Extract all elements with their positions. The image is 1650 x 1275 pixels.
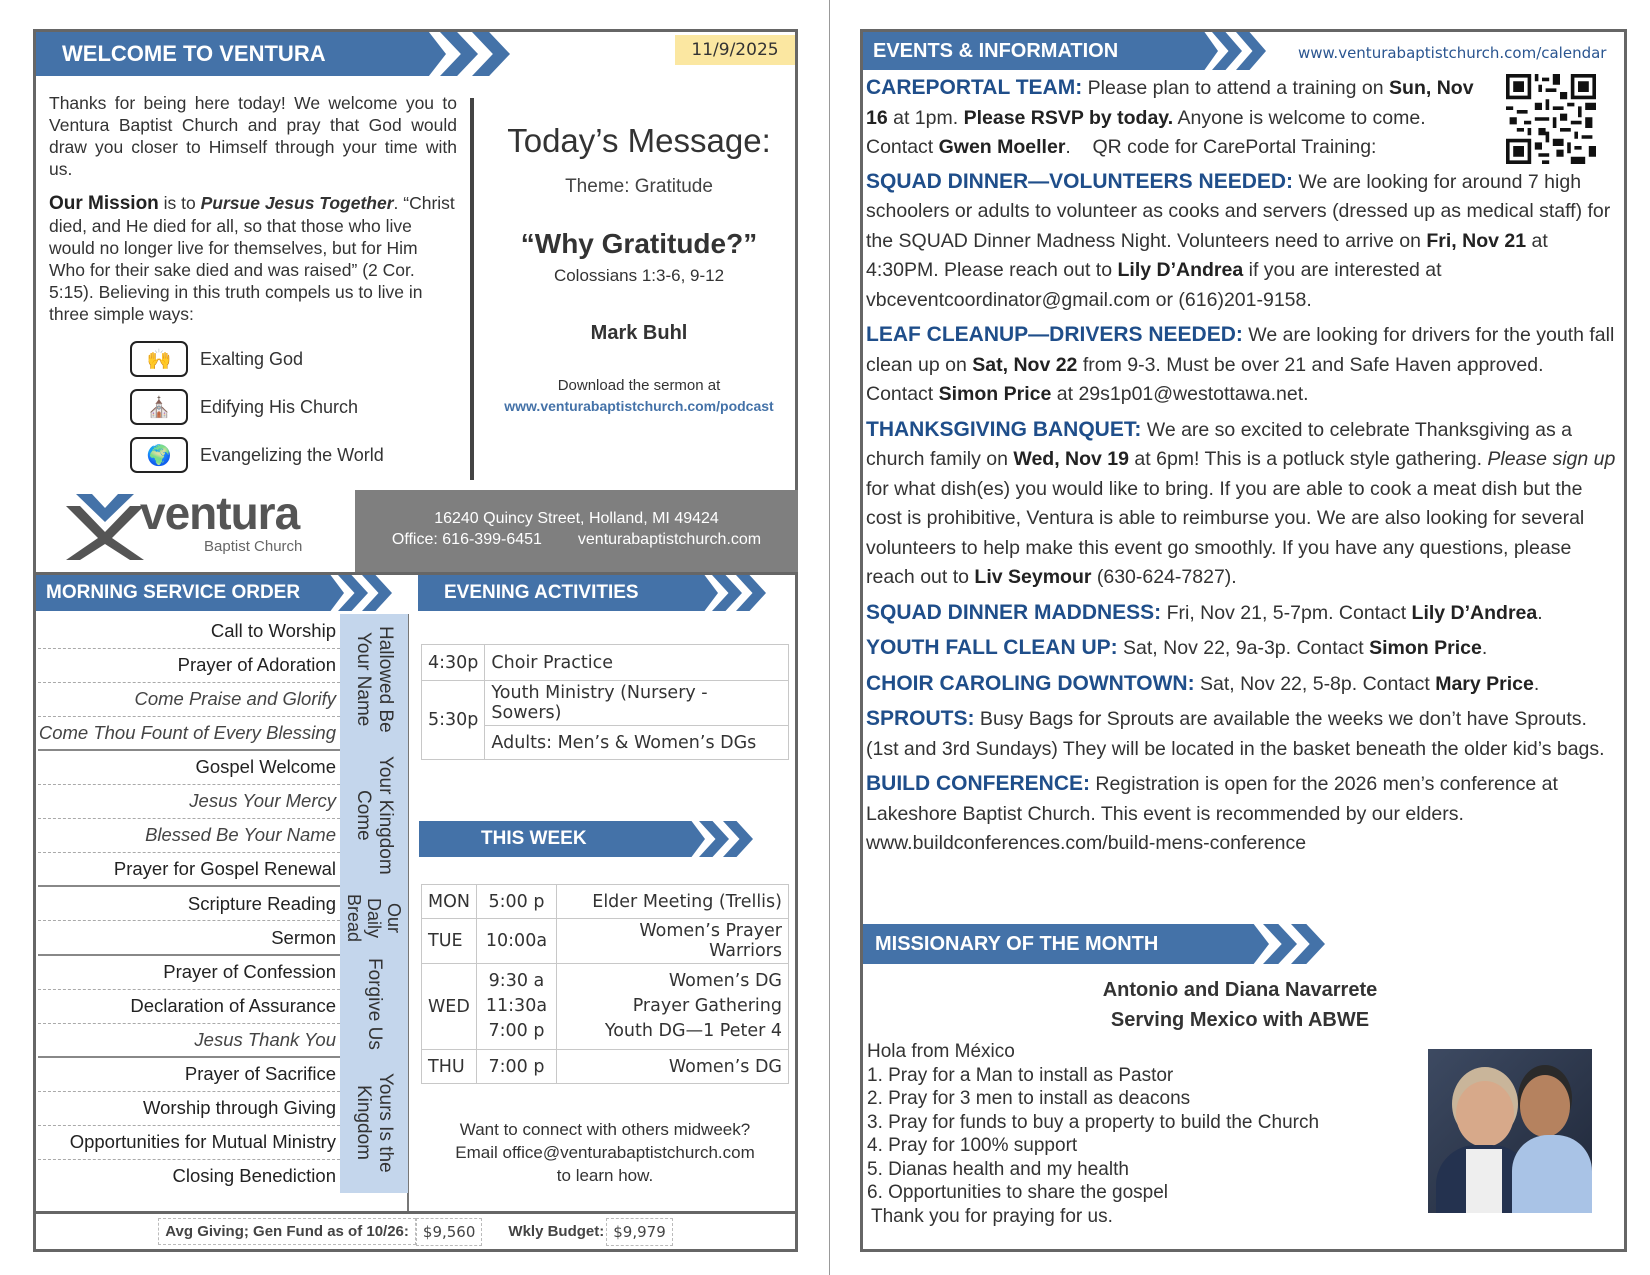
- welcome-text: Thanks for being here today! We welcome you to Ventura Baptist Church and pray that God would draw you closer to Himself through your time with us.: [49, 93, 457, 179]
- event-emphasis: Please RSVP by today.: [963, 106, 1174, 129]
- event-text: Fri, Nov 21, 5-7pm. Contact: [1161, 601, 1412, 624]
- event-build: [866, 769, 1616, 859]
- message-divider: [470, 98, 474, 480]
- service-row: [38, 886, 408, 921]
- message-theme: Theme: Gratitude: [565, 176, 713, 197]
- prayer-list: [867, 1064, 1407, 1205]
- event-heading: LEAF CLEANUP—DRIVERS NEEDED:: [866, 323, 1243, 346]
- group-label: Hallowed Be Your Name: [353, 626, 396, 733]
- event-text: Please plan to attend a training on: [1082, 77, 1390, 99]
- service-item: Prayer of Adoration: [38, 648, 340, 682]
- week-time: 5:00 p: [476, 885, 556, 919]
- events-title: EVENTS & INFORMATION: [863, 32, 1188, 70]
- event-contact: Gwen Moeller: [938, 136, 1066, 158]
- event-text: at 4:30PM. Please reach out to: [866, 229, 1548, 281]
- prayer-item: 6. Opportunities to share the gospel: [867, 1182, 1169, 1203]
- chevron-icon: [1235, 924, 1269, 964]
- globe-icon: 🌍: [130, 437, 188, 473]
- office-phone: Office: 616-399-6451: [391, 531, 542, 548]
- event-text: Anyone is welcome to come. Contact: [866, 106, 1426, 158]
- way-label: Edifying His Church: [200, 396, 359, 417]
- connect-text: [416, 1118, 794, 1187]
- event-contact: Simon Price: [938, 383, 1052, 405]
- evening-row: [422, 645, 789, 681]
- event-text: at 6pm! This is a potluck style gathering.: [1129, 448, 1488, 470]
- service-row: [38, 955, 408, 989]
- event-date: Fri, Nov 21: [1426, 229, 1527, 252]
- service-item: Blessed Be Your Name: [38, 818, 340, 852]
- sermon-scripture: Colossians 1:3-6, 9-12: [553, 266, 725, 285]
- event-contact: Lily D’Andrea: [1411, 601, 1538, 624]
- logo-subtitle: Baptist Church: [204, 538, 303, 555]
- event-text: We are looking for around 7 high schoolers or adults to volunteer as cooks and servers (dressed up as medical staff) for the SQUAD Dinner Madness Night. Volunteers need to arrive on: [866, 170, 1611, 252]
- service-title: MORNING SERVICE ORDER: [36, 575, 314, 611]
- message-section: [480, 122, 798, 414]
- week-event: [556, 964, 788, 1050]
- week-banner: [419, 821, 753, 857]
- event-text: from 9-3. Must be over 21 and Safe Haven approved. Contact: [866, 353, 1544, 405]
- chevron-icon: [314, 575, 344, 611]
- mission-lead: Our Mission: [49, 193, 159, 214]
- missionary-body: [867, 1040, 1407, 1228]
- week-event-line: Prayer Gathering: [632, 996, 782, 1016]
- prayer-item: 2. Pray for 3 men to install as deacons: [867, 1088, 1191, 1109]
- event-heading: SQUAD DINNER—VOLUNTEERS NEEDED:: [866, 169, 1294, 193]
- ways-list: [130, 337, 384, 477]
- evening-title: EVENING ACTIVITIES: [418, 575, 688, 611]
- download-text: Download the sermon at: [557, 377, 721, 394]
- way-item: [130, 433, 384, 477]
- address: 16240 Quincy Street, Holland, MI 49424: [434, 510, 719, 527]
- podcast-link[interactable]: www.venturabaptistchurch.com/podcast: [504, 398, 774, 414]
- week-time: 10:00a: [476, 919, 556, 964]
- way-label: Exalting God: [200, 348, 304, 369]
- service-item: Come Praise and Glorify: [38, 682, 340, 716]
- event-contact: Lily D’Andrea: [1117, 259, 1244, 281]
- service-item: Prayer for Gospel Renewal: [38, 852, 340, 886]
- prayer-item: 1. Pray for a Man to install as Pastor: [867, 1064, 1174, 1086]
- way-item: [130, 337, 384, 381]
- event-sprouts: [866, 704, 1616, 764]
- missionary-serving: Serving Mexico with ABWE: [1110, 1009, 1370, 1031]
- prayer-item: 4. Pray for 100% support: [867, 1135, 1078, 1156]
- week-time: [476, 964, 556, 1050]
- week-title: THIS WEEK: [419, 821, 675, 857]
- event-choir: [866, 669, 1616, 700]
- hands-raised-icon: 🙌: [130, 341, 188, 377]
- evening-activity: Adults: Men’s & Women’s DGs: [485, 726, 789, 760]
- group-label: Your Kingdom Come: [353, 756, 396, 875]
- service-item: Prayer of Confession: [38, 955, 340, 989]
- event-heading: YOUTH FALL CLEAN UP:: [866, 636, 1118, 659]
- person-man: [1520, 1075, 1570, 1137]
- service-group: [340, 955, 408, 1057]
- service-item: Jesus Your Mercy: [38, 784, 340, 818]
- mission-text: [49, 192, 457, 325]
- mission-is: is to: [158, 193, 201, 213]
- evening-table: [421, 644, 789, 760]
- event-heading: CAREPORTAL TEAM:: [866, 76, 1083, 99]
- giving-bar: [33, 1211, 798, 1252]
- prayer-item: 3. Pray for funds to buy a property to build the Church: [867, 1111, 1320, 1133]
- ventura-logo-icon: [66, 492, 144, 560]
- church-icon: ⛪: [130, 389, 188, 425]
- event-text: .: [1537, 601, 1543, 624]
- week-day: WED: [422, 964, 477, 1050]
- week-event-line: Youth DG—1 Peter 4: [604, 1021, 782, 1041]
- service-row: [38, 1057, 408, 1091]
- evening-time: 4:30p: [422, 645, 485, 681]
- group-label: Our Daily Bread: [344, 893, 404, 943]
- ventura-logo: [66, 487, 326, 562]
- service-row: [38, 614, 408, 648]
- person-man-body: [1512, 1135, 1592, 1213]
- mission-body: . “Christ died, and He died for all, so that those who live would no longer live for themselves, but for Him Who for their sake died and was raised” (2 Cor. 5:15). Believing in this truth compels us to live in three simple ways:: [49, 193, 455, 324]
- week-table: [421, 884, 789, 1084]
- mission-name: Pursue Jesus Together: [200, 193, 394, 213]
- evening-activity: Youth Ministry (Nursery - Sowers): [485, 681, 789, 726]
- week-event: Women’s DG: [556, 1050, 788, 1084]
- way-label: Evangelizing the World: [200, 444, 384, 465]
- bulletin-date: 11/9/2025: [675, 35, 795, 65]
- event-youth-cleanup: [866, 633, 1616, 664]
- missionary-thanks: Thank you for praying for us.: [871, 1205, 1113, 1227]
- event-contact: Mary Price: [1435, 672, 1534, 695]
- event-text: We are so excited to celebrate Thanksgiving as a church family on: [866, 418, 1573, 470]
- evening-time: 5:30p: [422, 681, 485, 760]
- service-table: [38, 614, 408, 1193]
- event-text: at 1pm.: [887, 106, 964, 129]
- chevron-icon: [675, 821, 705, 857]
- evening-banner: [418, 575, 766, 611]
- service-item: Come Thou Fount of Every Blessing: [38, 716, 340, 750]
- event-text: . QR code for CarePortal Training:: [1065, 136, 1377, 158]
- week-time-line: 11:30a: [485, 996, 548, 1016]
- service-banner: [36, 575, 392, 611]
- event-heading: SQUAD DINNER MADDNESS:: [866, 600, 1162, 624]
- group-label: Yours Is the Kingdom: [353, 1072, 396, 1173]
- message-heading: Today’s Message:: [507, 122, 771, 159]
- giving-label: Avg Giving; Gen Fund as of 10/26:: [158, 1218, 416, 1245]
- week-event: Elder Meeting (Trellis): [556, 885, 788, 919]
- service-item: Call to Worship: [38, 614, 340, 648]
- missionary-banner: [863, 924, 1325, 964]
- event-heading: CHOIR CAROLING DOWNTOWN:: [866, 671, 1195, 695]
- sermon-title: “Why Gratitude?”: [520, 228, 758, 259]
- week-row: [422, 919, 789, 964]
- event-squad-maddness: [866, 598, 1616, 629]
- event-text: We are looking for drivers for the youth fall clean up on: [866, 324, 1615, 376]
- event-date: Sun, Nov 16: [866, 77, 1474, 129]
- logo-name: ventura: [140, 487, 300, 539]
- chevron-icon: [1188, 32, 1218, 70]
- week-event: Women’s Prayer Warriors: [556, 919, 788, 964]
- week-time-line: 9:30 a: [488, 971, 545, 991]
- event-heading: SPROUTS:: [866, 707, 975, 730]
- chevron-icon: [408, 32, 446, 76]
- page-divider: [829, 0, 830, 1275]
- event-heading: THANKSGIVING BANQUET:: [866, 417, 1142, 441]
- event-contact: Liv Seymour: [974, 566, 1092, 588]
- group-label: Forgive Us: [364, 957, 385, 1050]
- service-item: Gospel Welcome: [38, 750, 340, 784]
- budget-label: Wkly Budget:: [508, 1223, 605, 1240]
- evening-activity: Choir Practice: [485, 645, 789, 681]
- service-item: Scripture Reading: [38, 886, 340, 921]
- event-text: for what dish(es) you would like to bring. If you are able to cook a meat dish but the cost is prohibitive, Ventura is able to reimburse you. We are also looking for several volunteers to help make this event go smoothly. If you have any questions, please reach out to: [866, 477, 1585, 588]
- missionary-photo: [1428, 1049, 1592, 1213]
- way-item: [130, 385, 384, 429]
- event-text: .: [1533, 672, 1540, 695]
- week-day: THU: [422, 1050, 477, 1084]
- missionary-name: Antonio and Diana Navarrete: [1102, 979, 1378, 1001]
- service-group: [340, 1057, 408, 1193]
- week-time-line: 7:00 p: [488, 1021, 545, 1041]
- week-event-line: Women’s DG: [668, 971, 782, 991]
- connect-email[interactable]: Email office@venturabaptistchurch.com: [455, 1143, 755, 1162]
- week-day: TUE: [422, 919, 477, 964]
- service-item: Declaration of Assurance: [38, 989, 340, 1023]
- welcome-title: WELCOME TO VENTURA: [36, 32, 408, 76]
- event-leaf-cleanup: [866, 320, 1616, 410]
- welcome-banner: [36, 32, 510, 76]
- website[interactable]: venturabaptistchurch.com: [577, 531, 762, 548]
- service-group: [340, 886, 408, 955]
- service-item: Closing Benediction: [172, 1165, 336, 1187]
- calendar-link[interactable]: www.venturabaptistchurch.com/calendar: [1298, 44, 1607, 62]
- event-careportal: [866, 73, 1491, 163]
- event-text: if you are interested at vbceventcoordinator@gmail.com or (616)201-9158.: [866, 259, 1442, 311]
- service-item: Prayer of Sacrifice: [38, 1057, 340, 1091]
- connect-line: to learn how.: [556, 1166, 654, 1185]
- event-heading: BUILD CONFERENCE:: [866, 772, 1090, 795]
- address-box: [355, 490, 798, 572]
- week-time: 7:00 p: [476, 1050, 556, 1084]
- event-date: Wed, Nov 19: [1013, 448, 1129, 470]
- service-item: Opportunities for Mutual Ministry: [38, 1125, 340, 1159]
- event-text: .: [1481, 637, 1488, 659]
- week-row: [422, 1050, 789, 1084]
- event-date: Sat, Nov 22: [972, 353, 1078, 376]
- event-contact: Simon Price: [1369, 637, 1482, 659]
- evening-row: [422, 681, 789, 726]
- event-text: (630-624-7827).: [1091, 566, 1237, 588]
- event-squad-volunteers: [866, 167, 1616, 316]
- event-thanksgiving: [866, 415, 1616, 593]
- person-woman-shirt: [1466, 1149, 1502, 1213]
- events-list: [866, 73, 1616, 864]
- chevron-icon: [688, 575, 718, 611]
- week-row: [422, 885, 789, 919]
- week-day: MON: [422, 885, 477, 919]
- giving-value: $9,560: [416, 1218, 483, 1246]
- connect-line: Want to connect with others midweek?: [459, 1120, 751, 1139]
- service-group: [340, 750, 408, 886]
- service-item: Jesus Thank You: [38, 1023, 340, 1057]
- service-group: [340, 614, 408, 750]
- person-woman: [1456, 1081, 1514, 1147]
- week-row: [422, 964, 789, 1050]
- event-text: Registration is open for the 2026 men’s conference at Lakeshore Baptist Church. This event is recommended by our elders.: [866, 773, 1558, 825]
- budget-value: $9,979: [606, 1218, 673, 1246]
- service-row: [38, 750, 408, 784]
- event-signup: Please sign up: [1487, 448, 1616, 470]
- missionary-names: [1000, 975, 1480, 1035]
- service-item: Sermon: [38, 921, 340, 956]
- service-item: Worship through Giving: [38, 1091, 340, 1125]
- event-text: Busy Bags for Sprouts are available the weeks we don’t have Sprouts. (1st and 3rd Sundays) They will be located in the basket beneath the older kid’s bags.: [866, 708, 1605, 760]
- events-banner: [863, 32, 1266, 70]
- build-link[interactable]: www.buildconferences.com/build-mens-conference: [866, 832, 1307, 854]
- missionary-greeting: Hola from México: [867, 1041, 1015, 1062]
- event-text: Sat, Nov 22, 5-8p. Contact: [1194, 672, 1436, 695]
- welcome-section: [49, 92, 457, 325]
- missionary-title: MISSIONARY OF THE MONTH: [863, 924, 1235, 964]
- event-text: Sat, Nov 22, 9a-3p. Contact: [1117, 637, 1370, 659]
- preacher: Mark Buhl: [590, 322, 688, 344]
- prayer-item: 5. Dianas health and my health: [867, 1158, 1129, 1180]
- event-text: at 29s1p01@westottawa.net.: [1051, 383, 1309, 405]
